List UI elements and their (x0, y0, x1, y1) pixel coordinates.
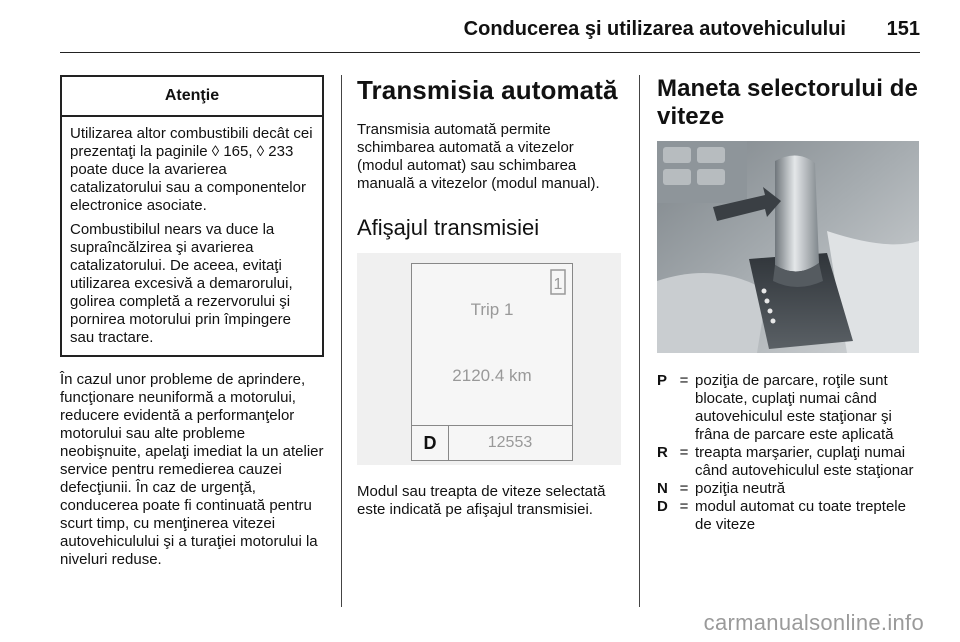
section-heading: Maneta selectorului de viteze (657, 75, 918, 130)
gear-selector-photo (657, 141, 919, 353)
warning-heading: Atenţie (62, 77, 322, 117)
definition-equals: = (679, 444, 689, 461)
definition-row (657, 498, 921, 534)
trip-icon (548, 268, 568, 296)
warning-body (62, 117, 322, 355)
definition-key: R (657, 444, 668, 461)
intro-paragraph: Transmisia automată permite schimbarea automată a vitezelor (modul automat) sau schimbarea manuală a vitezelor (modul manual). (357, 121, 600, 192)
column-left (60, 75, 324, 569)
definition-key: N (657, 480, 668, 497)
odometer-value: 12553 (487, 434, 533, 451)
definition-row (657, 372, 921, 444)
definition-key: D (657, 498, 668, 515)
definition-text: poziţia de parcare, roţile sunt blocate, cuplaţi numai când autovehiculul este staţionar şi frâna de parcare este aplicată (695, 372, 894, 443)
definition-row (657, 480, 921, 498)
column-middle (357, 75, 621, 519)
definition-row (657, 444, 921, 480)
warning-paragraph: Utilizarea altor combustibili decât cei prezentaţi la paginile ◊ 165, ◊ 233 poate duce la avarierea catalizatorului sau a componentelor electronice asociate. (70, 125, 313, 214)
warning-paragraph: Combustibilul nears va duce la supraîncălzirea şi avarierea catalizatorului. De aceea, evitaţi utilizarea excesivă a demarorului, golirea completă a rezervorului şi pornirea motorului prin împingere sau tractare. (70, 221, 293, 346)
subsection-heading: Afişajul transmisiei (357, 215, 540, 240)
trip-distance: 2120.4 km (452, 366, 532, 385)
definition-text: poziţia neutră (695, 480, 786, 497)
definition-text: modul automat cu toate treptele de viteze (695, 498, 906, 533)
trip-label: Trip 1 (470, 300, 514, 319)
gear-indicator: D (412, 426, 449, 460)
column-divider (341, 75, 342, 607)
display-bottom-row (412, 425, 572, 460)
page-header (60, 12, 920, 53)
chapter-title: Conducerea şi utilizarea autovehiculului (463, 18, 846, 40)
body-paragraph: În cazul unor probleme de aprindere, funcţionare neuniformă a motorului, reducere evidentă a performanţelor motorului sau alte probleme neobişnuite, apelaţi imediat la un atelier service pentru remedierea cauzei defecţiunii. În caz de urgenţă, conducerea poate fi continuată pentru scurt timp, cu menţinerea vitezei autovehiculului şi a turaţiei motorului la niveluri reduse. (60, 371, 324, 568)
definition-key: P (657, 372, 668, 389)
watermark-text: carmanualsonline.info (703, 610, 924, 635)
display-panel (411, 263, 573, 461)
display-caption: Modul sau treapta de viteze selectată este indicată pe afişajul transmisiei. (357, 483, 606, 518)
definition-equals: = (679, 372, 689, 389)
gear-definitions (657, 372, 921, 534)
page-number: 151 (886, 18, 920, 40)
section-heading: Transmisia automată (357, 75, 618, 105)
definition-text: treapta marşarier, cuplaţi numai când autovehiculul este staţionar (695, 444, 914, 479)
column-divider (639, 75, 640, 607)
column-right (657, 75, 921, 534)
definition-equals: = (679, 480, 689, 497)
definition-equals: = (679, 498, 689, 515)
warning-box (60, 75, 324, 357)
transmission-display-figure (357, 253, 621, 465)
trip-icon-digit: 1 (553, 276, 563, 293)
